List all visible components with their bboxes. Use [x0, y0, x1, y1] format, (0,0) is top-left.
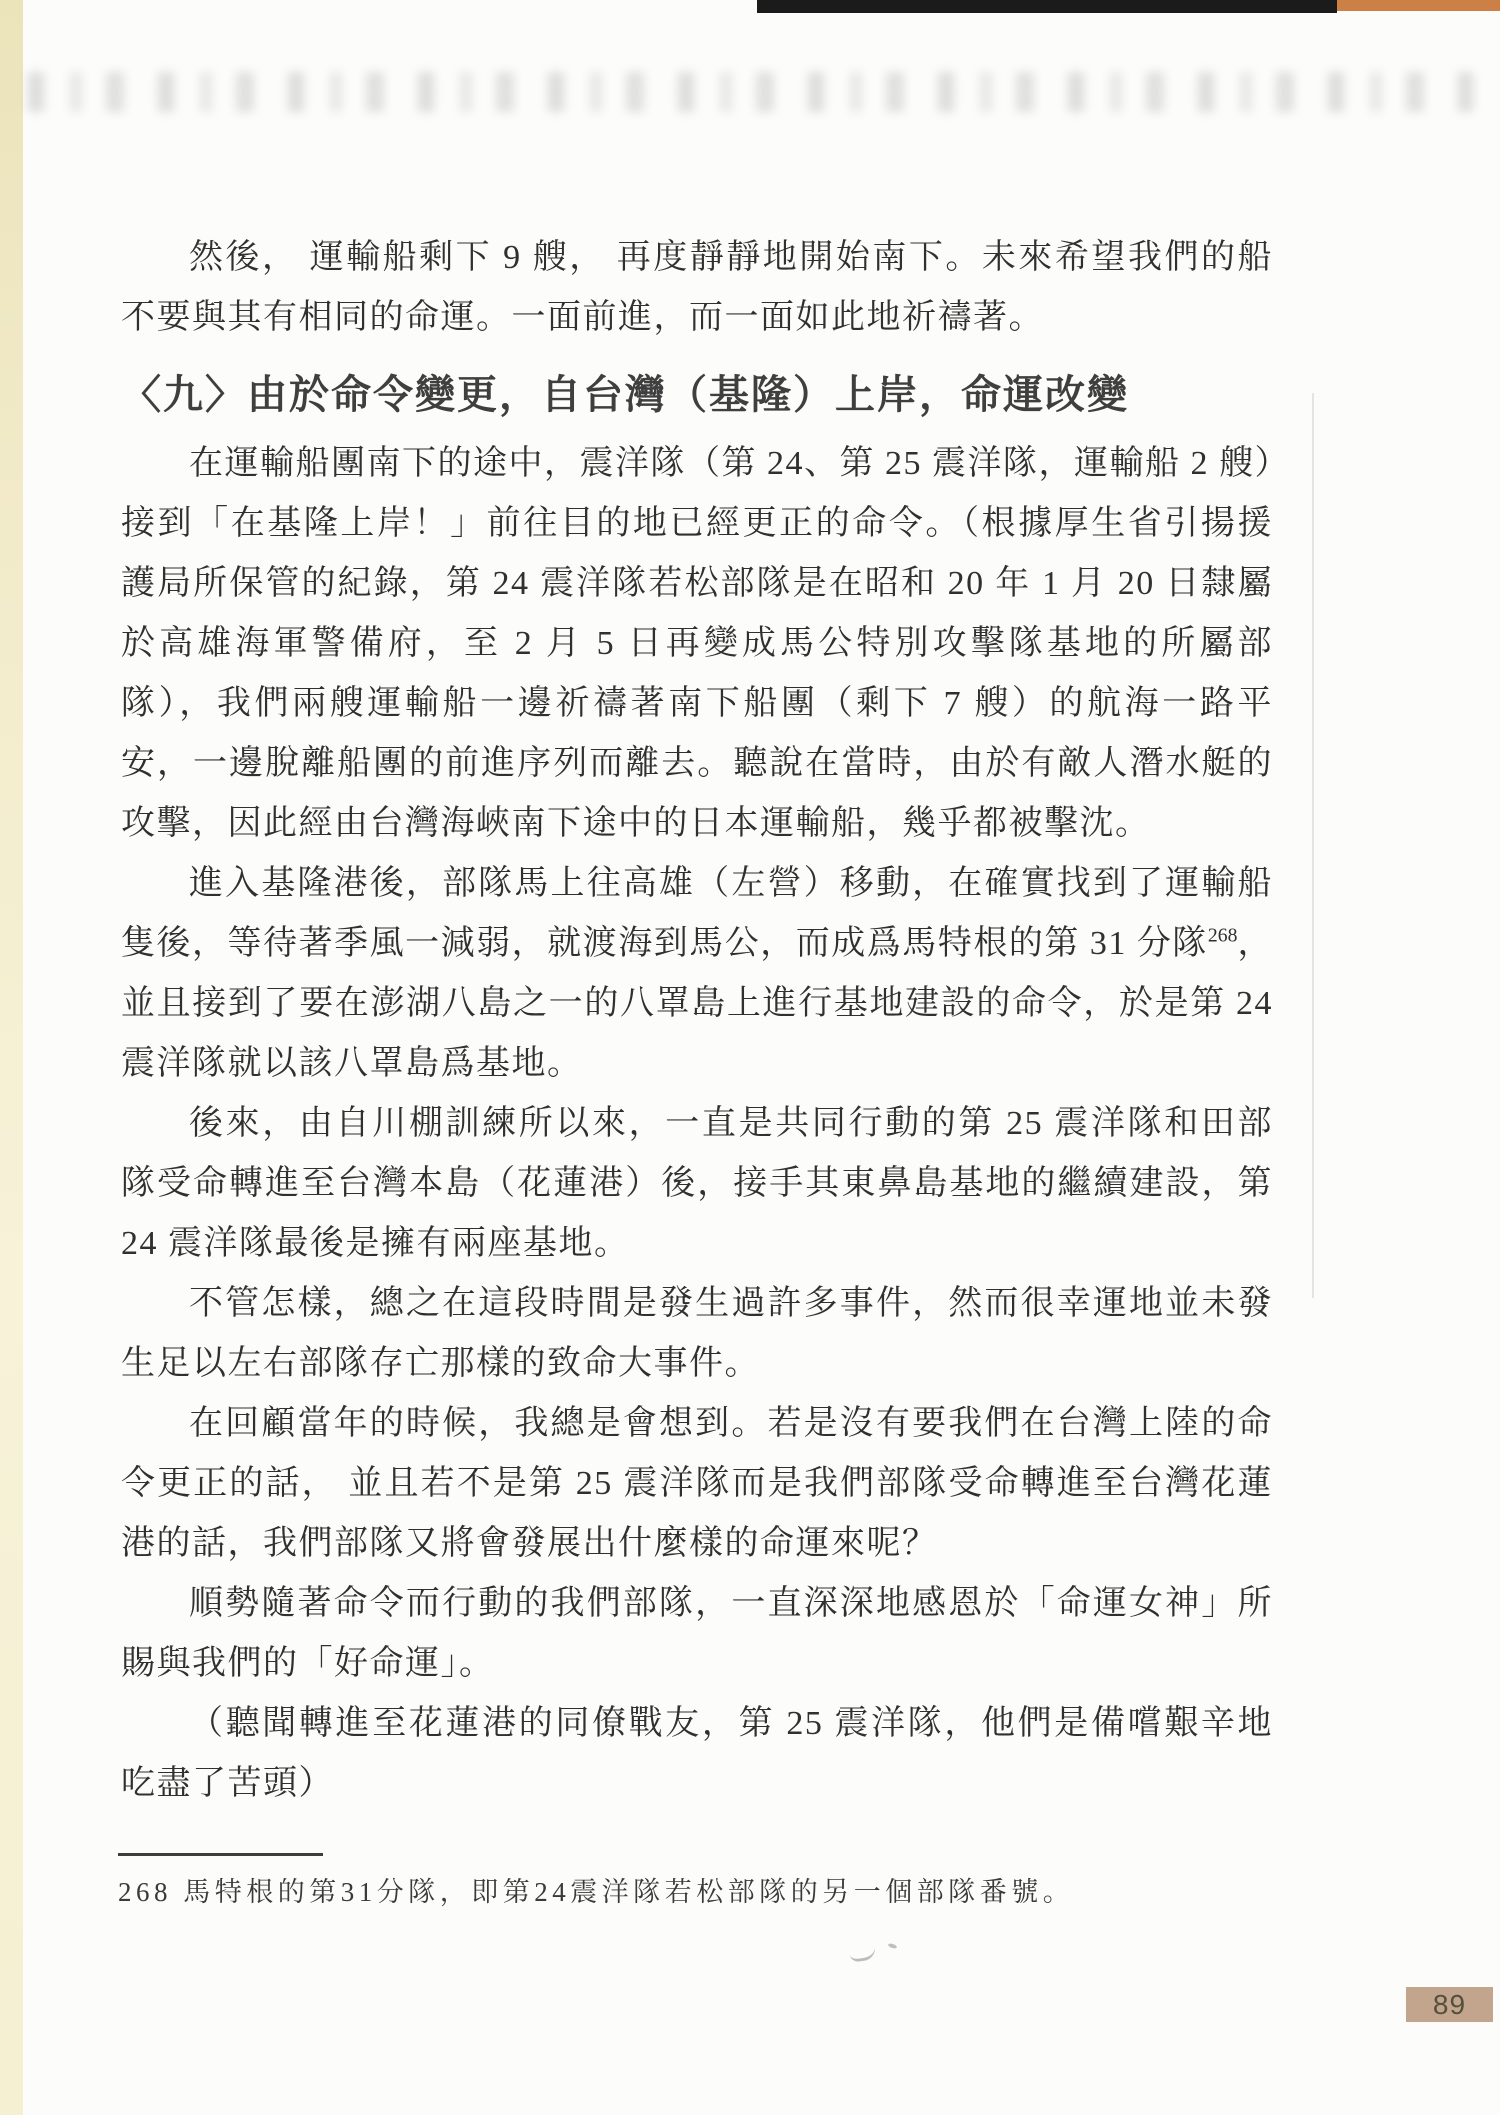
paragraph-goddess-of-fate: 順勢隨著命令而行動的我們部隊，一直深深地感恩於「命運女神」所賜與我們的「好命運」。	[121, 1585, 1273, 1682]
show-through-text-artifact	[28, 72, 1473, 112]
page-number: 89	[1432, 1988, 1467, 2020]
paragraph-segment: 進入基隆港後，部隊馬上往高雄（左營）移動，在確實找到了運輸船隻後，等待著季風一減弱，就渡海到馬公，而成爲馬特根的第 31 分隊	[121, 865, 1273, 962]
footnote-text: 268 馬特根的第31分隊，即第24震洋隊若松部隊的另一個部隊番號。	[118, 1877, 1075, 1907]
scan-top-orange-strip	[1337, 0, 1500, 11]
paragraph-keelung-with-footnote-ref	[121, 854, 1273, 1094]
paragraph-segment: ，並且接到了要在澎湖八島之一的八罩島上進行基地建設的命令，於是第 24 震洋隊就以該八罩島爲基地。	[121, 925, 1273, 1082]
lead-paragraph: 然後， 運輸船剩下 9 艘， 再度靜靜地開始南下。未來希望我們的船不要與其有相同的命運。一面前進，而一面如此地祈禱著。	[121, 239, 1273, 336]
page-number-badge	[1406, 1987, 1493, 2022]
footnote-separator	[118, 1853, 323, 1856]
text-column	[121, 228, 1273, 1814]
section-heading: 〈九〉由於命令變更，自台灣（基隆）上岸，命運改變	[121, 373, 1129, 417]
paragraph-convoy: 在運輸船團南下的途中，震洋隊（第 24、第 25 震洋隊，運輸船 2 艘）接到「在基隆上岸！」前往目的地已經更正的命令。（根據厚生省引揚援護局所保管的紀錄，第 24 震洋隊若松部隊是在昭和 20 年 1 月 20 日隸屬於高雄海軍警備府，至 2 月 5 日再變成馬公特別攻擊隊基地的所屬部隊），我們兩艘運輸船一邊祈禱著南下船團（剩下 7 艘）的航海一路平安，一邊脫離船團的前進序列而離去。聽說在當時，由於有敵人潛水艇的攻擊，因此經由台灣海峽南下途中的日本運輸船，幾乎都被擊沈。	[121, 445, 1273, 842]
scan-vertical-line-artifact	[1312, 393, 1314, 1298]
footnote-reference-268: 268	[1207, 924, 1238, 947]
paragraph-comrades-hardship: （聽聞轉進至花蓮港的同僚戰友，第 25 震洋隊，他們是備嚐艱辛地吃盡了苦頭）	[121, 1705, 1273, 1802]
scan-smudge-artifact	[849, 1946, 877, 1962]
paragraph-no-fatal-events: 不管怎樣，總之在這段時間是發生過許多事件，然而很幸運地並未發生足以左右部隊存亡那樣的致命大事件。	[121, 1285, 1273, 1382]
paragraph-wada-unit: 後來，由自川棚訓練所以來，一直是共同行動的第 25 震洋隊和田部隊受命轉進至台灣本島（花蓮港）後，接手其東鼻島基地的繼續建設，第 24 震洋隊最後是擁有兩座基地。	[121, 1105, 1273, 1262]
scan-smudge-dot-artifact	[888, 1943, 898, 1950]
scan-left-edge-tint	[0, 0, 23, 2115]
paragraph-reflection: 在回顧當年的時候，我總是會想到。若是沒有要我們在台灣上陸的命令更正的話， 並且若不是第 25 震洋隊而是我們部隊受命轉進至台灣花蓮港的話，我們部隊又將會發展出什麼樣的命運來呢？	[121, 1405, 1273, 1562]
scan-top-dark-strip	[757, 0, 1337, 13]
